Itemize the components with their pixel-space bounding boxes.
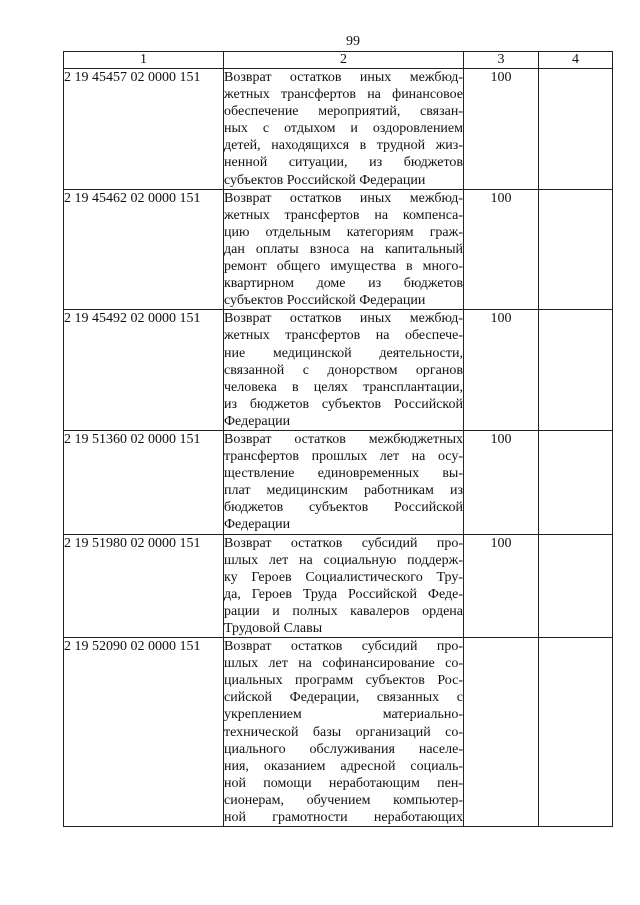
description-line: Возврат остатков иных межбюд- <box>224 311 463 327</box>
description-line: Федерации <box>224 517 291 533</box>
budget-code-table <box>63 51 613 827</box>
description-cell <box>224 189 464 310</box>
description-line: Федерации <box>224 413 291 429</box>
column-4-cell <box>539 638 613 827</box>
budget-code-cell: 2 19 45492 02 0000 151 <box>64 310 224 431</box>
description-line: ществление единовременных вы- <box>224 466 463 482</box>
description-line: из бюджетов субъектов Российской <box>224 396 463 412</box>
budget-code-cell: 2 19 51980 02 0000 151 <box>64 534 224 638</box>
budget-code-cell: 2 19 45457 02 0000 151 <box>64 69 224 190</box>
description-line: ния, оказанием адресной социаль- <box>224 758 463 774</box>
description-line: да, Героев Труда Российской Феде- <box>224 586 463 602</box>
description-line: рации и полных кавалеров ордена <box>224 603 463 619</box>
amount-cell: 100 <box>464 534 539 638</box>
table-row <box>64 534 613 638</box>
description-line: ку Героев Социалистического Тру- <box>224 569 463 585</box>
column-header-2: 2 <box>224 52 464 69</box>
column-header-1: 1 <box>64 52 224 69</box>
description-line: субъектов Российской Федерации <box>224 293 426 309</box>
amount-cell: 100 <box>464 310 539 431</box>
description-cell <box>224 638 464 827</box>
column-header-3: 3 <box>464 52 539 69</box>
description-line: Возврат остатков субсидий про- <box>224 639 463 655</box>
description-line: шлых лет на софинансирование со- <box>224 656 463 672</box>
amount-cell: 100 <box>464 189 539 310</box>
description-line: бюджетов субъектов Российской <box>224 500 463 516</box>
description-line: Возврат остатков субсидий про- <box>224 535 463 551</box>
description-line: ние медицинской деятельности, <box>224 345 463 361</box>
description-line: ненной ситуации, из бюджетов <box>224 155 463 171</box>
description-line: человека в целях трансплантации, <box>224 379 463 395</box>
page-number: 99 <box>346 34 360 49</box>
description-line: квартирном доме из бюджетов <box>224 276 463 292</box>
description-cell <box>224 310 464 431</box>
description-line: ремонт общего имущества в много- <box>224 259 463 275</box>
amount-cell: 100 <box>464 69 539 190</box>
description-line: жетных трансфертов на финансовое <box>224 87 463 103</box>
description-line: ной грамотности неработающих <box>224 810 463 826</box>
description-line: технической базы организаций со- <box>224 724 463 740</box>
description-line: ных с отдыхом и оздоровлением <box>224 121 463 137</box>
description-line: жетных трансфертов на обеспече- <box>224 328 463 344</box>
description-line: детей, находящихся в трудной жиз- <box>224 138 463 154</box>
description-line: Трудовой Славы <box>224 621 323 636</box>
column-header-4: 4 <box>539 52 613 69</box>
table-header-row <box>64 52 613 69</box>
table-row <box>64 430 613 534</box>
budget-code-cell: 2 19 52090 02 0000 151 <box>64 638 224 827</box>
description-line: трансфертов прошлых лет на осу- <box>224 449 463 465</box>
description-line: ной помощи неработающим пен- <box>224 775 463 791</box>
description-line: жетных трансфертов на компенса- <box>224 207 463 223</box>
description-line: Возврат остатков иных межбюд- <box>224 70 463 85</box>
amount-cell: 100 <box>464 430 539 534</box>
table-row <box>64 69 613 190</box>
column-4-cell <box>539 310 613 431</box>
column-4-cell <box>539 430 613 534</box>
description-cell <box>224 69 464 190</box>
column-4-cell <box>539 534 613 638</box>
description-line: циального обслуживания населе- <box>224 741 463 757</box>
budget-code-cell: 2 19 45462 02 0000 151 <box>64 189 224 310</box>
description-line: укреплением материально- <box>224 707 463 723</box>
description-cell <box>224 534 464 638</box>
description-line: циальных программ субъектов Рос- <box>224 673 463 689</box>
description-line: сийской Федерации, связанных с <box>224 690 463 706</box>
description-line: Возврат остатков иных межбюд- <box>224 190 463 206</box>
description-line: субъектов Российской Федерации <box>224 172 426 188</box>
column-4-cell <box>539 69 613 190</box>
description-line: плат медицинским работникам из <box>224 483 463 499</box>
table-row <box>64 310 613 431</box>
table-row <box>64 638 613 827</box>
description-line: Возврат остатков межбюджетных <box>224 431 463 447</box>
budget-code-cell: 2 19 51360 02 0000 151 <box>64 430 224 534</box>
amount-cell <box>464 638 539 827</box>
description-line: дан оплаты взноса на капитальный <box>224 241 463 257</box>
description-line: сионерам, обучением компьютер- <box>224 792 463 808</box>
description-line: связанной с донорством органов <box>224 362 463 378</box>
column-4-cell <box>539 189 613 310</box>
description-line: цию отдельным категориям граж- <box>224 224 463 240</box>
description-cell <box>224 430 464 534</box>
description-line: обеспечение мероприятий, связан- <box>224 104 463 120</box>
table-row <box>64 189 613 310</box>
description-line: шлых лет на социальную поддерж- <box>224 552 463 568</box>
table-body <box>64 69 613 827</box>
